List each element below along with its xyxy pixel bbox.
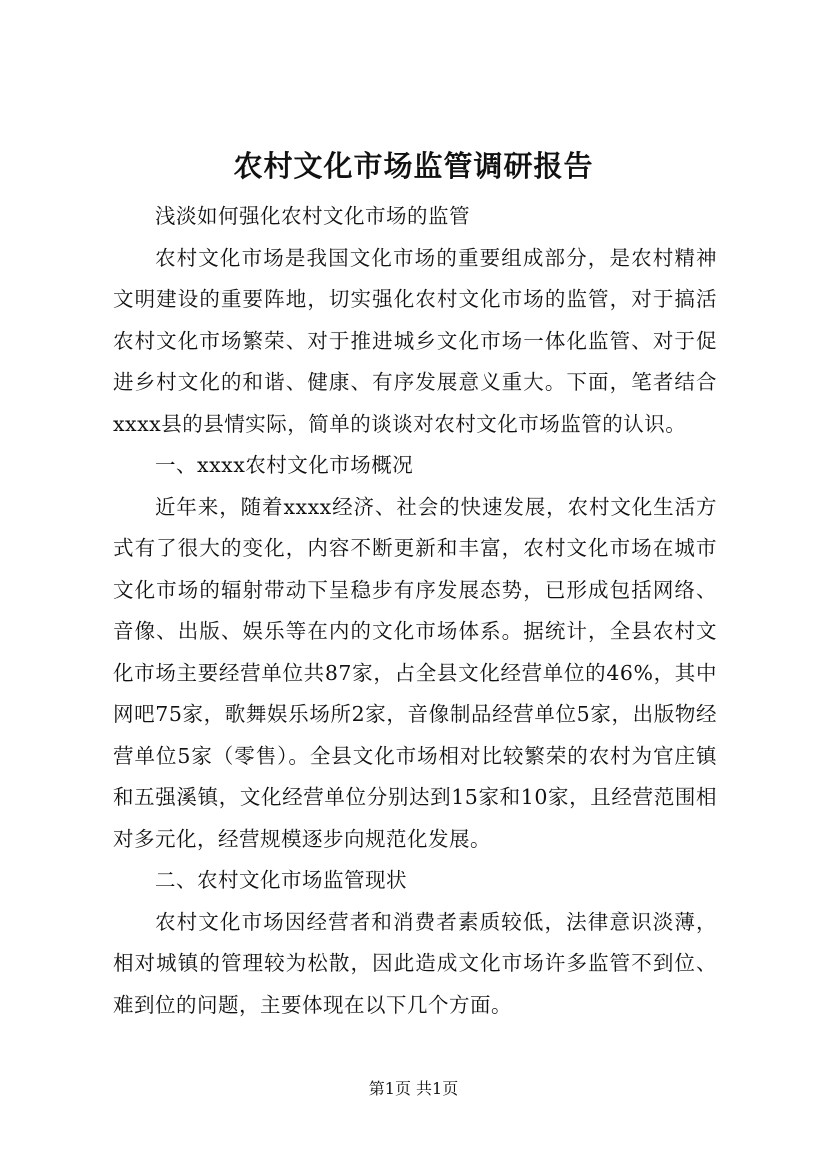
status-paragraph: 农村文化市场因经营者和消费者素质较低，法律意识淡薄，相对城镇的管理较为松散，因此造成文化市场许多监管不到位、难到位的问题，主要体现在以下几个方面。 bbox=[113, 909, 717, 1017]
intro-paragraph: 农村文化市场是我国文化市场的重要组成部分，是农村精神文明建设的重要阵地，切实强化农村文化市场的监管，对于搞活农村文化市场繁荣、对于推进城乡文化市场一体化监管、对于促进乡村文化的和谐、健康、有序发展意义重大。下面，笔者结合xxxx县的县情实际，简单的谈谈对农村文化市场监管的认识。 bbox=[113, 245, 717, 436]
page-footer: 第1页 共1页 bbox=[368, 1079, 459, 1098]
section-heading-2: 二、农村文化市场监管现状 bbox=[155, 868, 408, 892]
overview-paragraph: 近年来，随着xxxx经济、社会的快速发展，农村文化生活方式有了很大的变化，内容不断更新和丰富，农村文化市场在城市文化市场的辐射带动下呈稳步有序发展态势，已形成包括网络、音像、出版、娱乐等在内的文化市场体系。据统计，全县农村文化市场主要经营单位共87家，占全县文化经营单位的46%，其中网吧75家，歌舞娱乐场所2家，音像制品经营单位5家，出版物经营单位5家（零售）。全县文化市场相对比较繁荣的农村为官庄镇和五强溪镇，文化经营单位分别达到15家和10家，且经营范围相对多元化，经营规模逐步向规范化发展。 bbox=[113, 494, 717, 851]
document-body bbox=[113, 196, 717, 1026]
subtitle-paragraph: 浅淡如何强化农村文化市场的监管 bbox=[155, 204, 471, 228]
section-heading-1: 一、xxxx农村文化市场概况 bbox=[155, 453, 414, 477]
document-title: 农村文化市场监管调研报告 bbox=[233, 149, 594, 183]
